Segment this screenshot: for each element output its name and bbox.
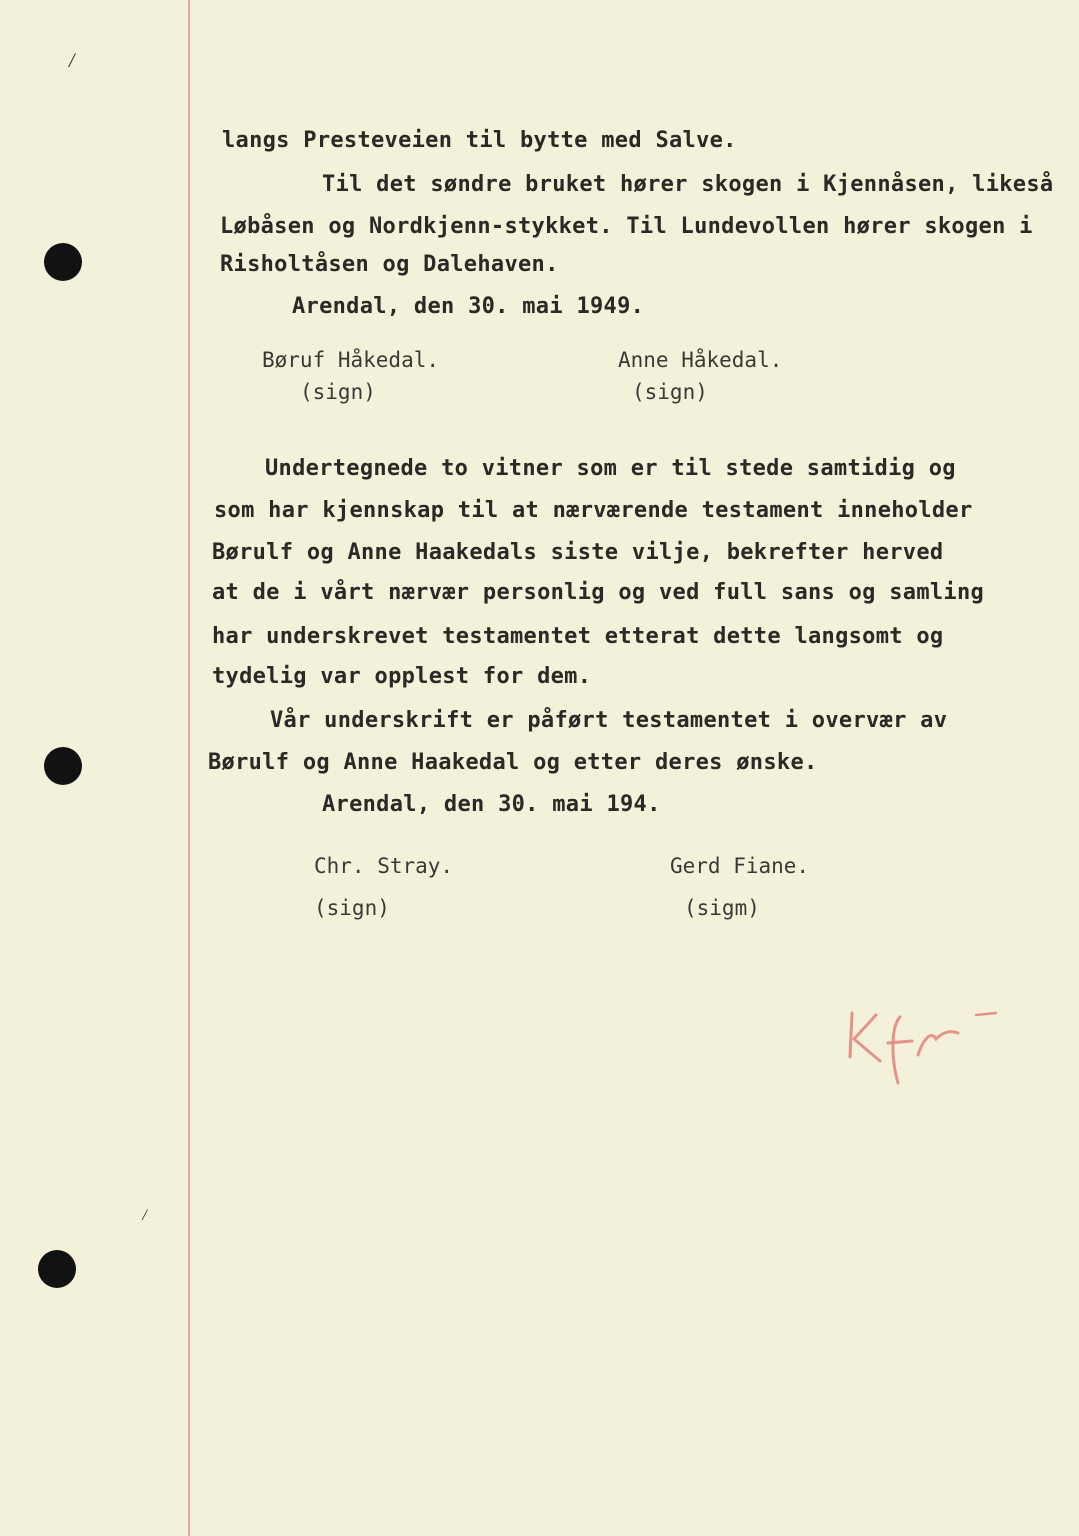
signer-sign: (sign) [300,380,376,404]
text-line: tydelig var opplest for dem. [212,664,592,689]
signer-name: Børuf Håkedal. [262,348,440,372]
text-line: Til det søndre bruket hører skogen i Kjennåsen, likeså [322,172,1054,197]
signer-name: Anne Håkedal. [618,348,783,372]
text-line: Undertegnede to vitner som er til stede samtidig og [265,456,956,481]
text-line: har underskrevet testamentet etterat dette langsomt og [212,624,944,649]
text-line: Børulf og Anne Haakedals siste vilje, bekrefter herved [212,540,944,565]
text-line: Børulf og Anne Haakedal og etter deres ønske. [208,750,818,775]
text-line: Risholtåsen og Dalehaven. [220,252,559,277]
text-line: som har kjennskap til at nærværende testament inneholder [214,498,973,523]
date-line: Arendal, den 30. mai 1949. [292,294,645,319]
text-line: langs Presteveien til bytte med Salve. [222,128,737,153]
witness-sign: (sign) [314,896,390,920]
witness-sign: (sigm) [684,896,760,920]
handwritten-kfr-mark [840,995,1000,1095]
ink-mark: ⁄ [140,1205,150,1224]
ink-mark: ⁄ [66,48,79,72]
punch-hole [38,1250,76,1288]
punch-hole [44,243,82,281]
witness-name: Chr. Stray. [314,854,454,878]
text-line: Vår underskrift er påført testamentet i overvær av [270,708,948,733]
signer-sign: (sign) [632,380,708,404]
punch-hole [44,747,82,785]
date-line: Arendal, den 30. mai 194. [322,792,661,817]
text-line: at de i vårt nærvær personlig og ved full sans og samling [212,580,985,605]
witness-name: Gerd Fiane. [670,854,810,878]
margin-line [188,0,190,1536]
text-line: Løbåsen og Nordkjenn-stykket. Til Lundevollen hører skogen i [220,214,1033,239]
